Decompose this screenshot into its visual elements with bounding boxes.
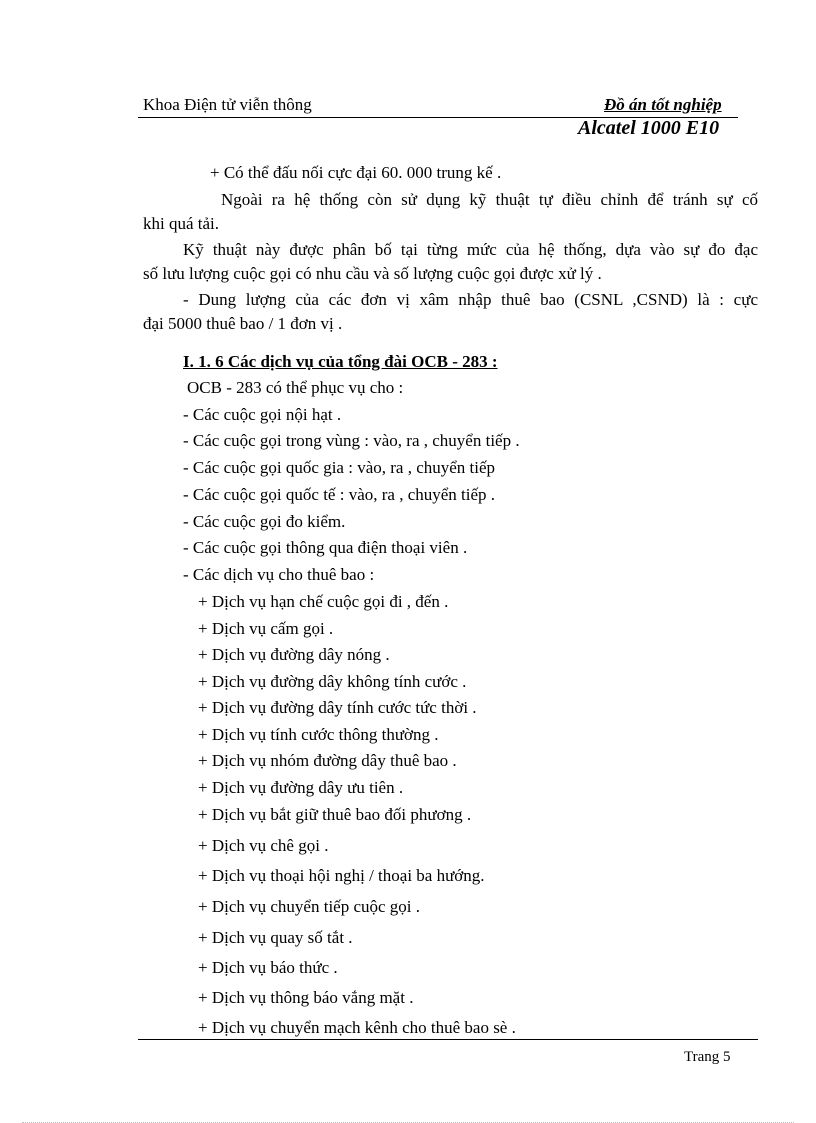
service-item: + Dịch vụ đường dây nóng . <box>198 645 390 664</box>
paragraph-trunk-capacity: + Có thể đấu nối cực đại 60. 000 trung kế . <box>210 163 502 182</box>
page-number: Trang 5 <box>684 1049 731 1065</box>
service-item: + Dịch vụ đường dây tính cước tức thời . <box>198 698 477 717</box>
service-item: + Dịch vụ báo thức . <box>198 958 338 977</box>
service-item: + Dịch vụ đường dây không tính cước . <box>198 672 467 691</box>
section-heading: I. 1. 6 Các dịch vụ của tổng đài OCB - 283 : <box>183 352 498 371</box>
list-item: - Các cuộc gọi trong vùng : vào, ra , chuyển tiếp . <box>183 431 520 450</box>
header-department: Khoa Điện tử viễn thông <box>143 95 312 114</box>
footer-divider <box>138 1039 758 1040</box>
header-document-type: Đồ án tốt nghiệp <box>604 95 722 114</box>
header-subtitle: Alcatel 1000 E10 <box>578 117 720 139</box>
paragraph-subscriber-capacity-line1: - Dung lượng của các đơn vị xâm nhập thuê bao (CSNL ,CSND) là : cực <box>183 290 758 309</box>
list-item: - Các cuộc gọi quốc gia : vào, ra , chuyển tiếp <box>183 458 496 477</box>
list-item: - Các cuộc gọi quốc tế : vào, ra , chuyển tiếp . <box>183 485 496 504</box>
paragraph-distribution-line2: số lưu lượng cuộc gọi có nhu cầu và số lượng cuộc gọi được xử lý . <box>143 264 602 283</box>
service-item: + Dịch vụ bắt giữ thuê bao đối phương . <box>198 805 472 824</box>
service-item: + Dịch vụ cấm gọi . <box>198 619 334 638</box>
service-item: + Dịch vụ thông báo vắng mặt . <box>198 988 414 1007</box>
paragraph-self-regulation-line2: khi quá tải. <box>143 214 220 233</box>
paragraph-self-regulation-line1: Ngoài ra hệ thống còn sử dụng kỹ thuật tự điều chỉnh để tránh sự cố <box>221 190 758 209</box>
list-item: - Các cuộc gọi đo kiểm. <box>183 512 346 531</box>
paragraph-distribution-line1: Kỹ thuật này được phân bố tại từng mức của hệ thống, dựa vào sự đo đạc <box>183 240 758 259</box>
section-intro: OCB - 283 có thể phục vụ cho : <box>187 378 404 397</box>
list-item: - Các cuộc gọi nội hạt . <box>183 405 342 424</box>
service-item: + Dịch vụ chuyển tiếp cuộc gọi . <box>198 897 421 916</box>
service-item: + Dịch vụ chê gọi . <box>198 836 329 855</box>
service-item: + Dịch vụ quay số tắt . <box>198 928 353 947</box>
list-item: - Các cuộc gọi thông qua điện thoại viên . <box>183 538 468 557</box>
service-item: + Dịch vụ tính cước thông thường . <box>198 725 439 744</box>
service-item: + Dịch vụ đường dây ưu tiên . <box>198 778 404 797</box>
service-item: + Dịch vụ thoại hội nghị / thoại ba hướng. <box>198 866 485 885</box>
service-item: + Dịch vụ hạn chế cuộc gọi đi , đến . <box>198 592 449 611</box>
list-item: - Các dịch vụ cho thuê bao : <box>183 565 375 584</box>
service-item: + Dịch vụ nhóm đường dây thuê bao . <box>198 751 457 770</box>
paragraph-subscriber-capacity-line2: đại 5000 thuê bao / 1 đơn vị . <box>143 314 343 333</box>
service-item: + Dịch vụ chuyển mạch kênh cho thuê bao sè . <box>198 1018 516 1037</box>
